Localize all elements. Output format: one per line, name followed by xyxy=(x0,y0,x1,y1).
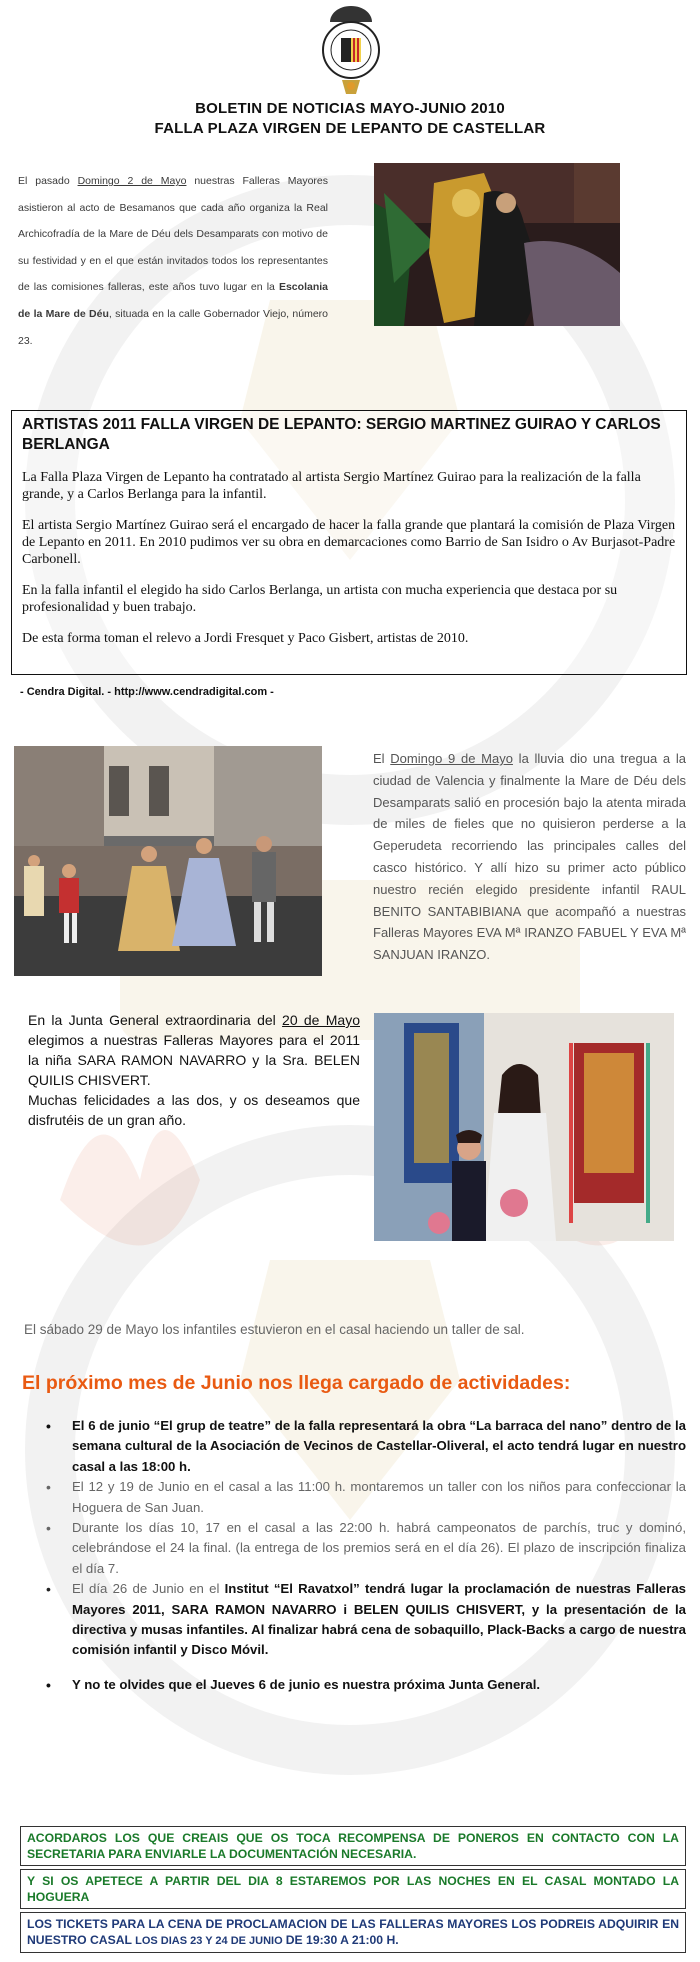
june-activities-list xyxy=(46,1416,686,1695)
besamanos-photo xyxy=(374,163,620,326)
procession-photo xyxy=(14,746,322,976)
list-item: • Durante los días 10, 17 en el casal a las 22:00 h. habrá campeonatos de parchís, truc y dominó, celebrándose el 24 la final. (la entrega de los premios será en el día 26). El plazo de inscripción finaliza el día 7. xyxy=(46,1518,686,1579)
text-segment: El xyxy=(373,751,391,766)
bulletin-subtitle: FALLA PLAZA VIRGEN DE LEPANTO DE CASTELLAR xyxy=(154,120,546,137)
artists-announcement-box xyxy=(11,410,687,675)
notice-recompensa: ACORDAROS LOS QUE CREAIS QUE OS TOCA RECOMPENSA DE PONEROS EN CONTACTO CON LA SECRETARIA PARA ENVIARLE LA DOCUMENTACIÓN NECESARIA. xyxy=(20,1826,686,1866)
text-segment: DE JUNIO xyxy=(227,1935,286,1947)
text-segment: LOS TICKETS PARA LA CENA DE PROCLAMACION DE LAS FALLERAS MAYORES LOS PODREIS ADQUIRIR EN NUESTRO CASAL xyxy=(27,1917,679,1947)
date-highlight: Domingo 9 de Mayo xyxy=(390,751,513,766)
congrats-text: Muchas felicidades a las dos, y os deseamos que disfrutéis de un gran año. xyxy=(28,1092,360,1128)
text-segment: DE 19:30 A 21:00 H. xyxy=(285,1933,399,1947)
artists-paragraph-4: De esta forma toman el relevo a Jordi Fresquet y Paco Gisbert, artistas de 2010. xyxy=(22,631,469,646)
artists-heading: ARTISTAS 2011 FALLA VIRGEN DE LEPANTO: SERGIO MARTINEZ GUIRAO Y CARLOS BERLANGA xyxy=(22,416,661,453)
list-item: • El 12 y 19 de Junio en el casal a las 11:00 h. montaremos un taller con los niños para confeccionar la Hoguera de San Juan. xyxy=(46,1477,686,1518)
text-segment: elegimos a nuestras Falleras Mayores para el 2011 la niña SARA RAMON NAVARRO y la Sra. BELEN QUILIS CHISVERT. xyxy=(28,1032,360,1088)
list-item: • Y no te olvides que el Jueves 6 de junio es nuestra próxima Junta General. xyxy=(46,1675,686,1695)
artists-paragraph-2: El artista Sergio Martínez Guirao será el encargado de hacer la falla grande que plantará la comisión de Plaza Virgen de Lepanto en 2011. En 2010 pudimos ver su obra en demarcaciones como Barrio de San Isidro o Av Burjasot-Padre Carbonell. xyxy=(22,518,676,567)
besamanos-paragraph xyxy=(18,168,328,354)
notice-hoguera: Y SI OS APETECE A PARTIR DEL DIA 8 ESTAREMOS POR LAS NOCHES EN EL CASAL MONTADO LA HOGUERA xyxy=(20,1869,686,1909)
date-highlight: 20 de Mayo xyxy=(282,1012,360,1028)
text-segment: En la Junta General extraordinaria del xyxy=(28,1012,283,1028)
list-item: • El 6 de junio “El grup de teatre” de la falla representará la obra “La barraca del nano” dentro de la semana cultural de la Asociación de Vecinos de Castellar-Oliveral, el acto tendrá lugar en nuestro casal a las 18:00 h. xyxy=(46,1416,686,1477)
junta-text xyxy=(28,1010,360,1090)
photo-credit: - Cendra Digital. - http://www.cendradigital.com - xyxy=(20,686,274,698)
notice-tickets xyxy=(20,1912,686,1953)
falla-crest-logo xyxy=(316,2,386,98)
text-segment: Institut “El Ravatxol” tendrá lugar la proclamación de nuestras Falleras Mayores 2011, SARA RAMON NAVARRO i BELEN QUILIS CHISVERT, y la presentación de la directiva y musas infantiles. Al finalizar habrá cena de sobaquillo, Plack-Backs a cargo de nuestra comisión infantil y Disco Móvil. xyxy=(72,1581,686,1658)
bulletin-title: BOLETIN DE NOTICIAS MAYO-JUNIO 2010 xyxy=(195,100,505,117)
salt-workshop-paragraph: El sábado 29 de Mayo los infantiles estuvieron en el casal haciendo un taller de sal. xyxy=(24,1322,525,1337)
date-highlight: Domingo 2 de Mayo xyxy=(77,175,187,187)
text-segment: El día 26 de Junio en el xyxy=(72,1581,225,1597)
text-segment: El pasado xyxy=(18,175,78,187)
procession-paragraph xyxy=(373,748,686,966)
falleras-mayores-photo xyxy=(374,1013,674,1241)
text-segment: , situada en la calle Gobernador Viejo, número 23. xyxy=(18,307,329,347)
artists-paragraph-1: La Falla Plaza Virgen de Lepanto ha contratado al artista Sergio Martínez Guirao para la realización de la falla grande, y a Carlos Berlanga para la infantil. xyxy=(22,470,641,502)
text-segment: nuestras Falleras Mayores asistieron al acto de Besamanos que cada año organiza la Real Archicofradía de la Mare de Déu dels Desamparats con motivo de su festividad y en el que están invitados todos los representantes de las comisiones falleras, este años tuvo lugar en la xyxy=(18,175,328,294)
text-segment: la lluvia dio una tregua a la ciudad de Valencia y finalmente la Mare de Déu dels Desamparats salió en procesión bajo la atenta mirada de miles de fieles que no quisieron perderse a la Geperudeta recorriendo las principales calles del casco histórico. Y allí hizo su primer acto público nuestro recién elegido presidente infantil RAUL BENITO SANTABIBIANA que acompañó a nuestras Falleras Mayores EVA Mª IRANZO FABUEL Y EVA Mª SANJUAN IRANZO. xyxy=(373,751,686,963)
june-activities-headline: El próximo mes de Junio nos llega cargado de actividades: xyxy=(22,1372,571,1394)
artists-paragraph-3: En la falla infantil el elegido ha sido Carlos Berlanga, un artista con mucha experiencia que destaca por su profesionalidad y buen trabajo. xyxy=(22,583,618,615)
text-segment: LOS DIAS 23 Y 24 xyxy=(135,1935,228,1947)
place-highlight: Escolania de la Mare de Déu xyxy=(18,281,328,320)
list-item xyxy=(46,1579,686,1661)
junta-general-paragraph xyxy=(28,1010,360,1130)
